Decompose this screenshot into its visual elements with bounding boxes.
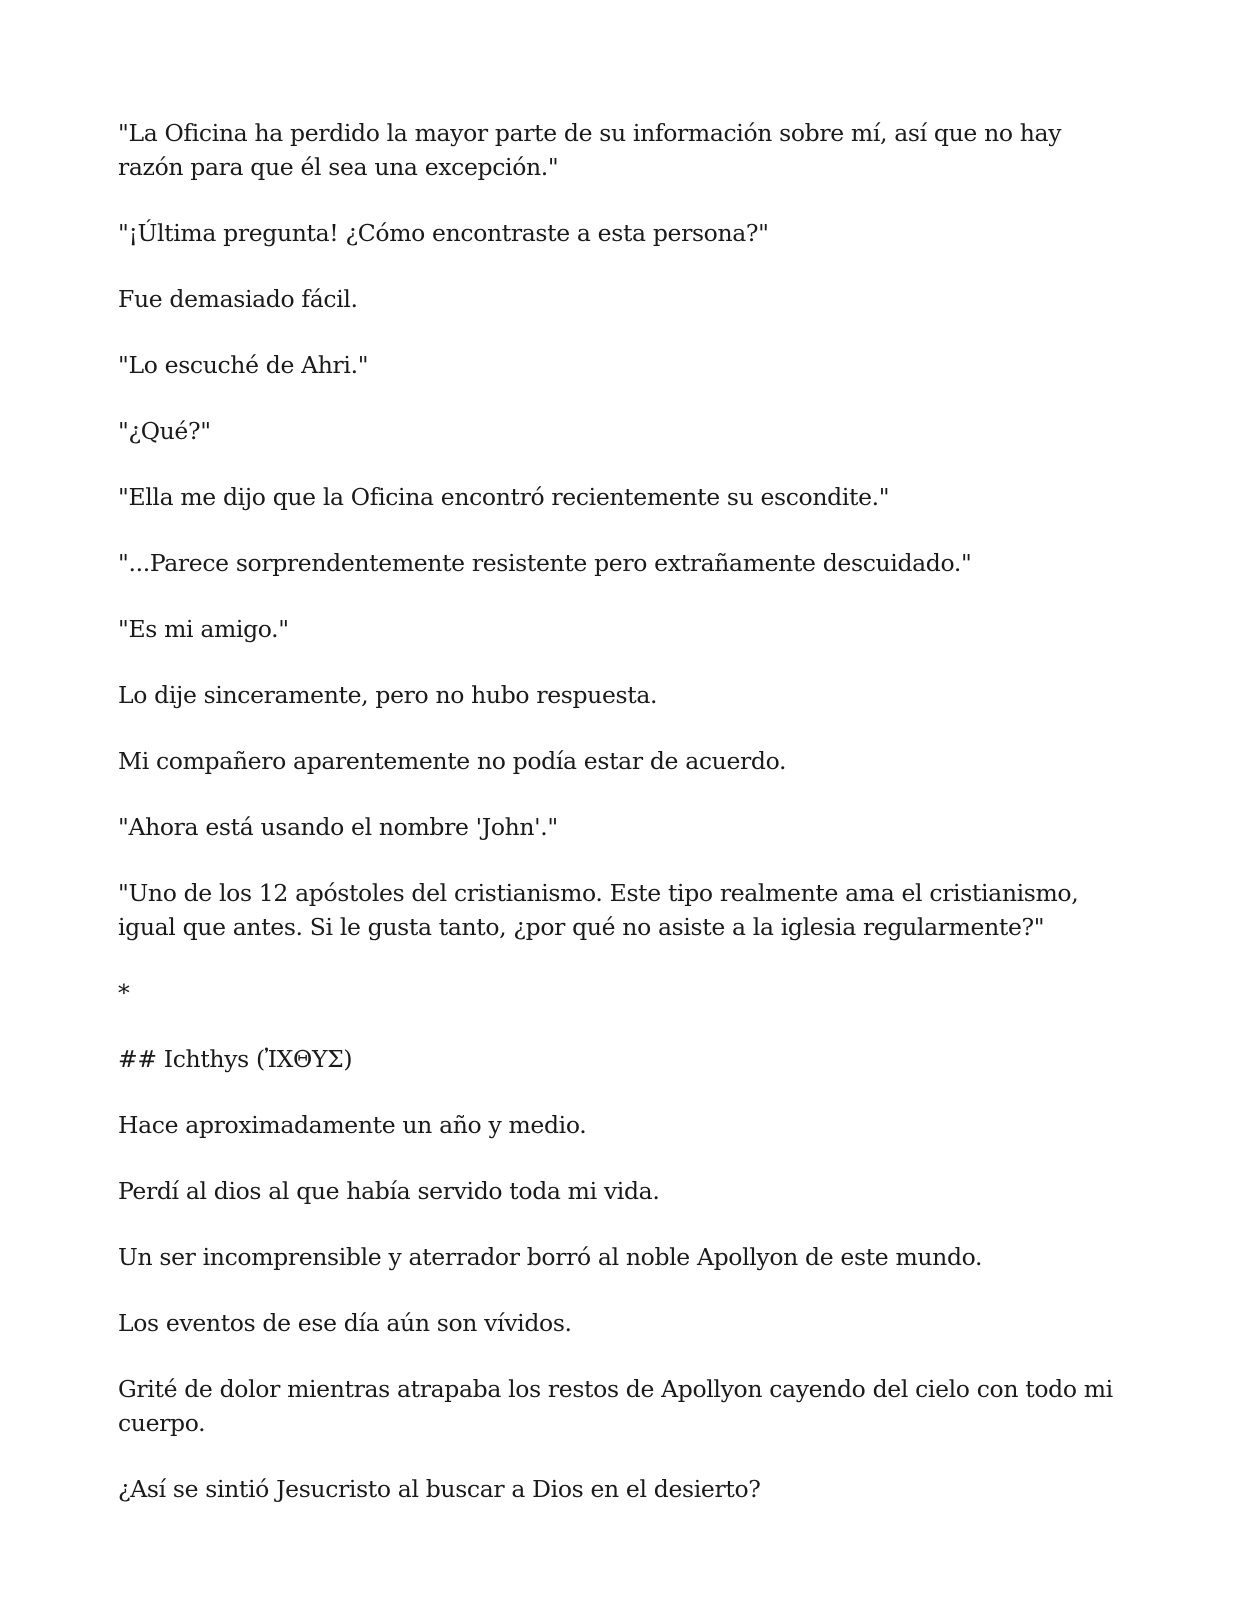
body-text [118, 116, 1128, 1538]
paragraph: "Ella me dijo que la Oficina encontró recientemente su escondite." [118, 483, 890, 511]
paragraph: "Lo escuché de Ahri." [118, 351, 369, 379]
paragraph: Mi compañero aparentemente no podía estar de acuerdo. [118, 747, 787, 775]
paragraph: ¿Así se sintió Jesucristo al buscar a Dios en el desierto? [118, 1475, 761, 1503]
paragraph: Fue demasiado fácil. [118, 285, 358, 313]
paragraph: Un ser incomprensible y aterrador borró al noble Apollyon de este mundo. [118, 1243, 983, 1271]
section-heading: ## Ichthys (ἸΧΘΥΣ) [118, 1045, 353, 1073]
paragraph: "¡Última pregunta! ¿Cómo encontraste a esta persona?" [118, 219, 769, 247]
paragraph: Lo dije sinceramente, pero no hubo respuesta. [118, 681, 658, 709]
paragraph: Los eventos de ese día aún son vívidos. [118, 1309, 572, 1337]
paragraph: "Uno de los 12 apóstoles del cristianismo. Este tipo realmente ama el cristianismo, igual que antes. Si le gusta tanto, ¿por qué no asiste a la iglesia regularmente?" [118, 879, 1079, 941]
paragraph: Grité de dolor mientras atrapaba los restos de Apollyon cayendo del cielo con todo mi cuerpo. [118, 1375, 1113, 1437]
paragraph: "¿Qué?" [118, 417, 211, 445]
paragraph: Perdí al dios al que había servido toda mi vida. [118, 1177, 660, 1205]
paragraph: "Es mi amigo." [118, 615, 289, 643]
scene-break: * [118, 979, 130, 1007]
paragraph: "La Oficina ha perdido la mayor parte de su información sobre mí, así que no hay razón para que él sea una excepción." [118, 119, 1062, 181]
paragraph: "...Parece sorprendentemente resistente pero extrañamente descuidado." [118, 549, 972, 577]
paragraph: Hace aproximadamente un año y medio. [118, 1111, 587, 1139]
paragraph: "Ahora está usando el nombre 'John'." [118, 813, 558, 841]
